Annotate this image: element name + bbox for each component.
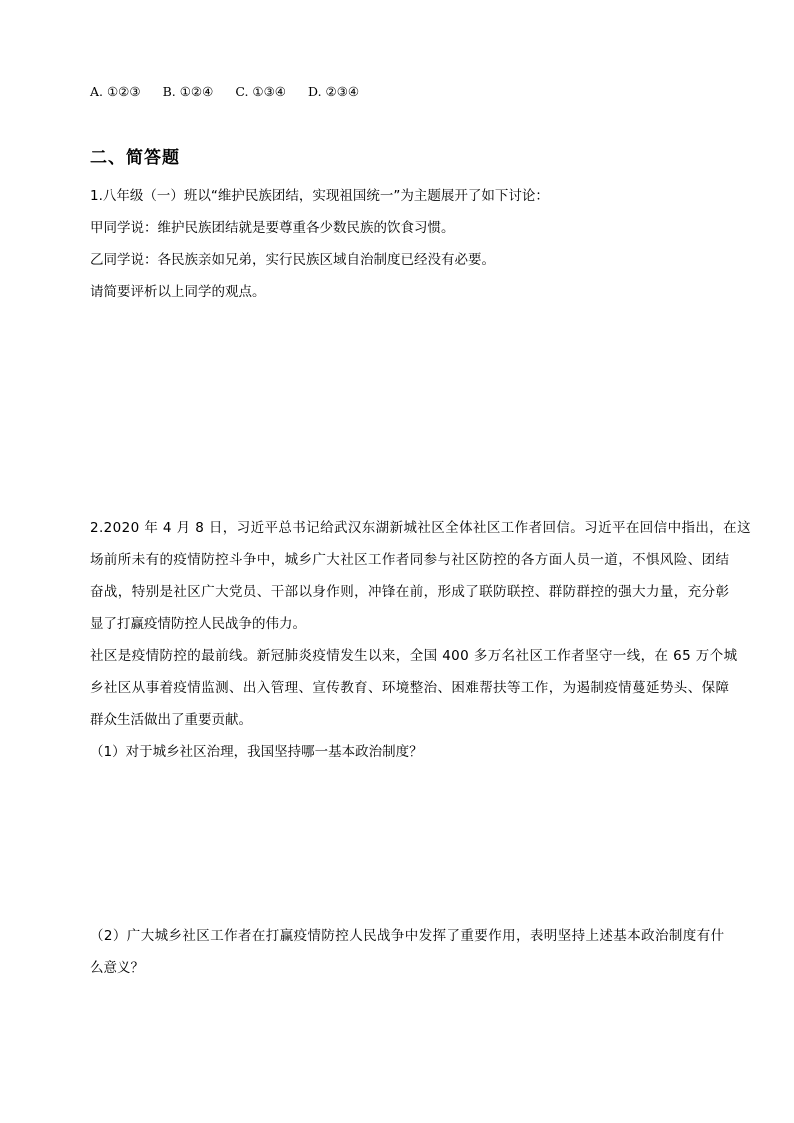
q2-paragraph-line: 奋战，特别是社区广大党员、干部以身作则，冲锋在前，形成了联防联控、群防群控的强大力量，充分彰	[90, 584, 730, 600]
q1-question: 请简要评析以上同学的观点。	[90, 284, 266, 300]
q2-subquestion-1: （1）对于城乡社区治理，我国坚持哪一基本政治制度？	[90, 744, 423, 760]
q2-paragraph-line: 显了打赢疫情防控人民战争的伟力。	[90, 616, 306, 632]
choice-c: C. ①③④	[235, 84, 287, 99]
q2-paragraph-line: 2.2020 年 4 月 8 日，习近平总书记给武汉东湖新城社区全体社区工作者回信。习近平在回信中指出，在这	[90, 520, 751, 536]
choice-b: B. ①②④	[162, 84, 214, 99]
choice-a: A. ①②③	[90, 84, 141, 99]
q2-paragraph-line: 社区是疫情防控的最前线。新冠肺炎疫情发生以来，全国 400 多万名社区工作者坚守一线，在 65 万个城	[90, 648, 738, 664]
answer-choices	[90, 82, 377, 102]
q2-paragraph-line: 场前所未有的疫情防控斗争中，城乡广大社区工作者同参与社区防控的各方面人员一道，不惧风险、团结	[90, 552, 730, 568]
q1-stem: 1.八年级（一）班以“维护民族团结，实现祖国统一”为主题展开了如下讨论：	[90, 188, 549, 204]
q1-yi-view: 乙同学说：各民族亲如兄弟，实行民族区域自治制度已经没有必要。	[90, 252, 495, 268]
section-title: 二、简答题	[90, 148, 180, 168]
q1-jia-view: 甲同学说：维护民族团结就是要尊重各少数民族的饮食习惯。	[90, 220, 455, 236]
q2-subquestion-2: （2）广大城乡社区工作者在打赢疫情防控人民战争中发挥了重要作用，表明坚持上述基本政治制度有什	[90, 928, 725, 944]
q2-subquestion-2-cont: 么意义？	[90, 960, 144, 976]
q2-paragraph-line: 乡社区从事着疫情监测、出入管理、宣传教育、环境整治、困难帮扶等工作，为遏制疫情蔓延势头、保障	[90, 680, 730, 696]
choice-d: D. ②③④	[308, 84, 360, 99]
q2-paragraph-line: 群众生活做出了重要贡献。	[90, 712, 252, 728]
